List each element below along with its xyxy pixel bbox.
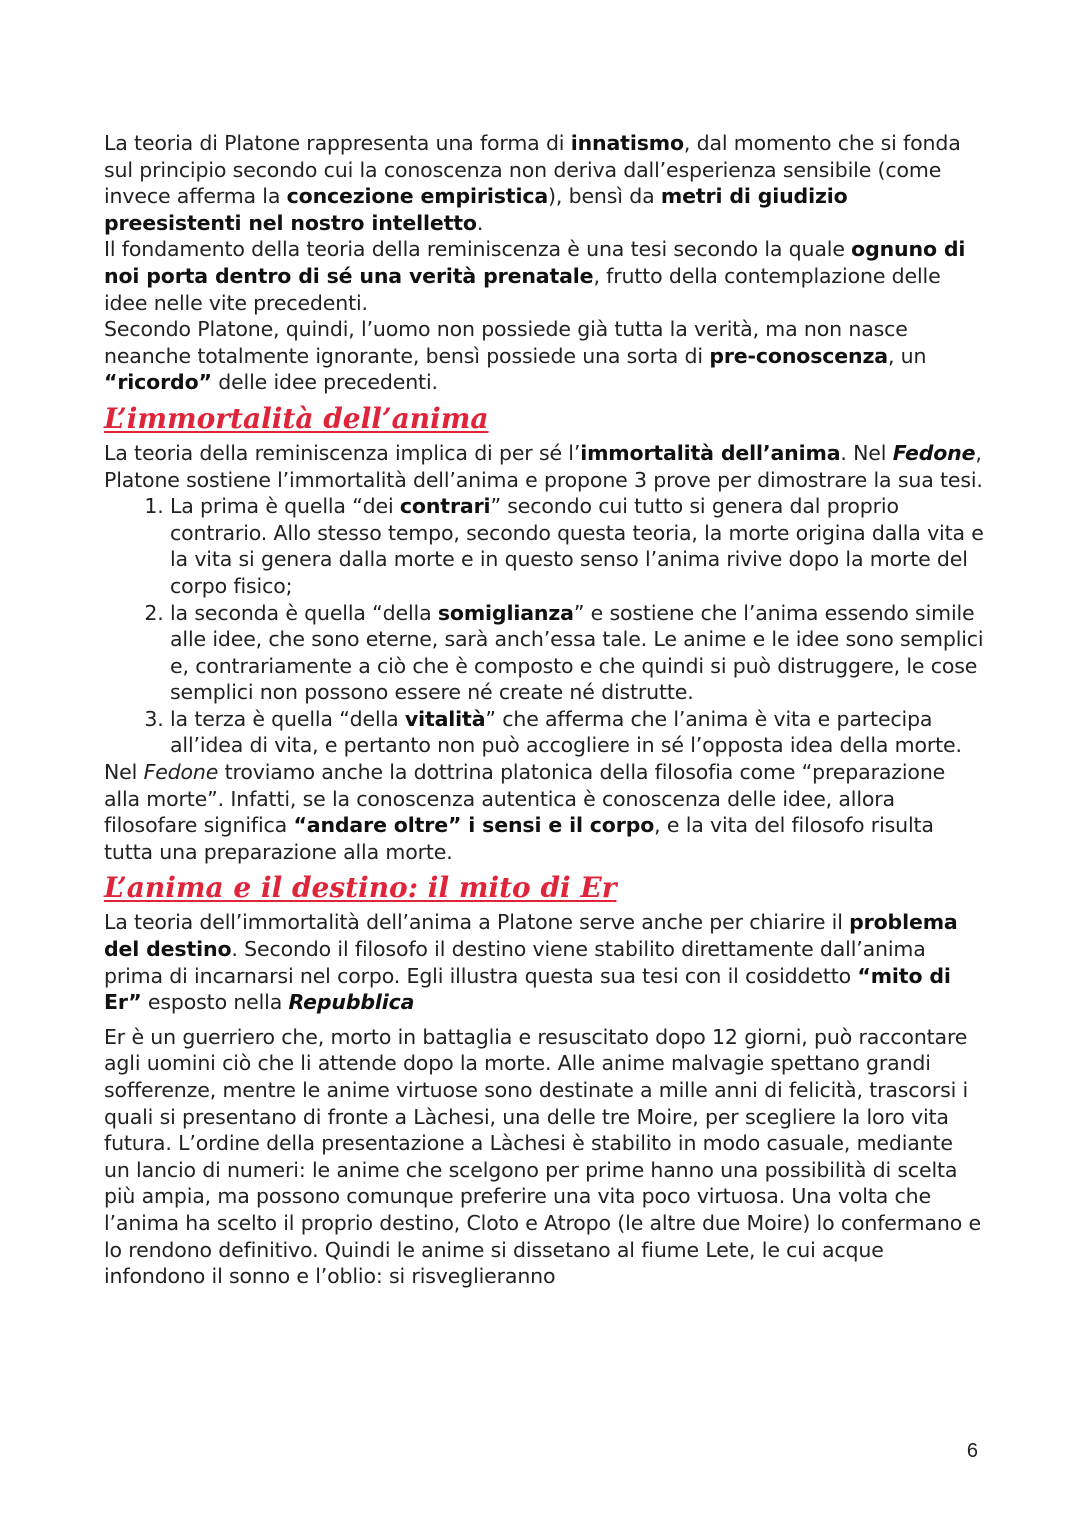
section2-paragraph-2: Er è un guerriero che, morto in battaglia e resuscitato dopo 12 giorni, può raccontare agli uomini ciò che li attende dopo la morte. Alle anime malvagie spettano grandi sofferenze, mentre le anime virtuose sono destinate a mille anni di felicità, trascorsi i quali si presentano di fronte a Làchesi, una delle tre Moire, per scegliere la loro vita futura. L’ordine della presentazione a Làchesi è stabilito in modo casuale, mediante un lancio di numeri: le anime che scelgono per prime hanno una possibilità di scelta più ampia, ma possono comunque preferire una vita poco virtuosa. Una volta che l’anima ha scelto il proprio destino, Cloto e Atropo (le altre due Moire) lo confermano e lo rendono definitivo. Quindi le anime si dissetano al fiume Lete, le cui acque infondono il sonno e l’oblio: si risveglieranno — [104, 1024, 981, 1289]
section1-paragraph-2: Nel Fedone troviamo anche la dottrina platonica della filosofia come “preparazione alla morte”. Infatti, se la conoscenza autentica è conoscenza delle idee, allora filosofare significa “andare oltre” i sensi e il corpo, e la vita del filosofo risulta tutta una preparazione alla morte. — [104, 760, 946, 864]
list-item: 1. La prima è quella “dei contrari” secondo cui tutto si genera dal proprio contrario. Allo stesso tempo, secondo questa teoria, la morte origina dalla vita e la vita si genera dalla morte e in questo senso l’anima rivive dopo la morte del corpo fisico; — [170, 493, 984, 599]
intro-paragraph-2: Il fondamento della teoria della reminiscenza è una tesi secondo la quale ognuno di noi porta dentro di sé una verità prenatale, frutto della contemplazione delle idee nelle vite precedenti. — [104, 237, 966, 315]
section2-paragraph-1: La teoria dell’immortalità dell’anima a Platone serve anche per chiarire il problema del destino. Secondo il filosofo il destino viene stabilito direttamente dall’anima prima di incarnarsi nel corpo. Egli illustra questa sua tesi con il cosiddetto “mito di Er” esposto nella Repubblica — [104, 910, 958, 1015]
intro-paragraph-3: Secondo Platone, quindi, l’uomo non possiede già tutta la verità, ma non nasce neanche totalmente ignorante, bensì possiede una sorta di pre-conoscenza, un “ricordo” delle idee precedenti. — [104, 317, 927, 395]
list-item: 2. la seconda è quella “della somiglianza” e sostiene che l’anima essendo simile alle idee, che sono eterne, sarà anch’essa tale. Le anime e le idee sono semplici e, contrariamente a ciò che è composto e che quindi si può distruggere, le cose semplici non possono essere né create né distrutte. — [170, 600, 984, 706]
list-item: 3. la terza è quella “della vitalità” che afferma che l’anima è vita e partecipa all’idea di vita, e pertanto non può accogliere in sé l’opposta idea della morte. — [170, 706, 984, 759]
section-heading-immortality: L’immortalità dell’anima — [104, 401, 489, 435]
intro-paragraph-1: La teoria di Platone rappresenta una forma di innatismo, dal momento che si fonda sul principio secondo cui la conoscenza non deriva dall’esperienza sensibile (come invece afferma la concezione empiristica), bensì da metri di giudizio preesistenti nel nostro intelletto. — [104, 131, 961, 235]
section1-paragraph-1: La teoria della reminiscenza implica di per sé l’immortalità dell’anima. Nel Fedone, Platone sostiene l’immortalità dell’anima e propone 3 prove per dimostrare la sua tesi. — [104, 440, 983, 492]
proofs-list — [104, 493, 984, 759]
document-body — [104, 130, 984, 1290]
page-number: 6 — [966, 1440, 978, 1462]
section-heading-destiny: L’anima e il destino: il mito di Er — [104, 871, 617, 905]
